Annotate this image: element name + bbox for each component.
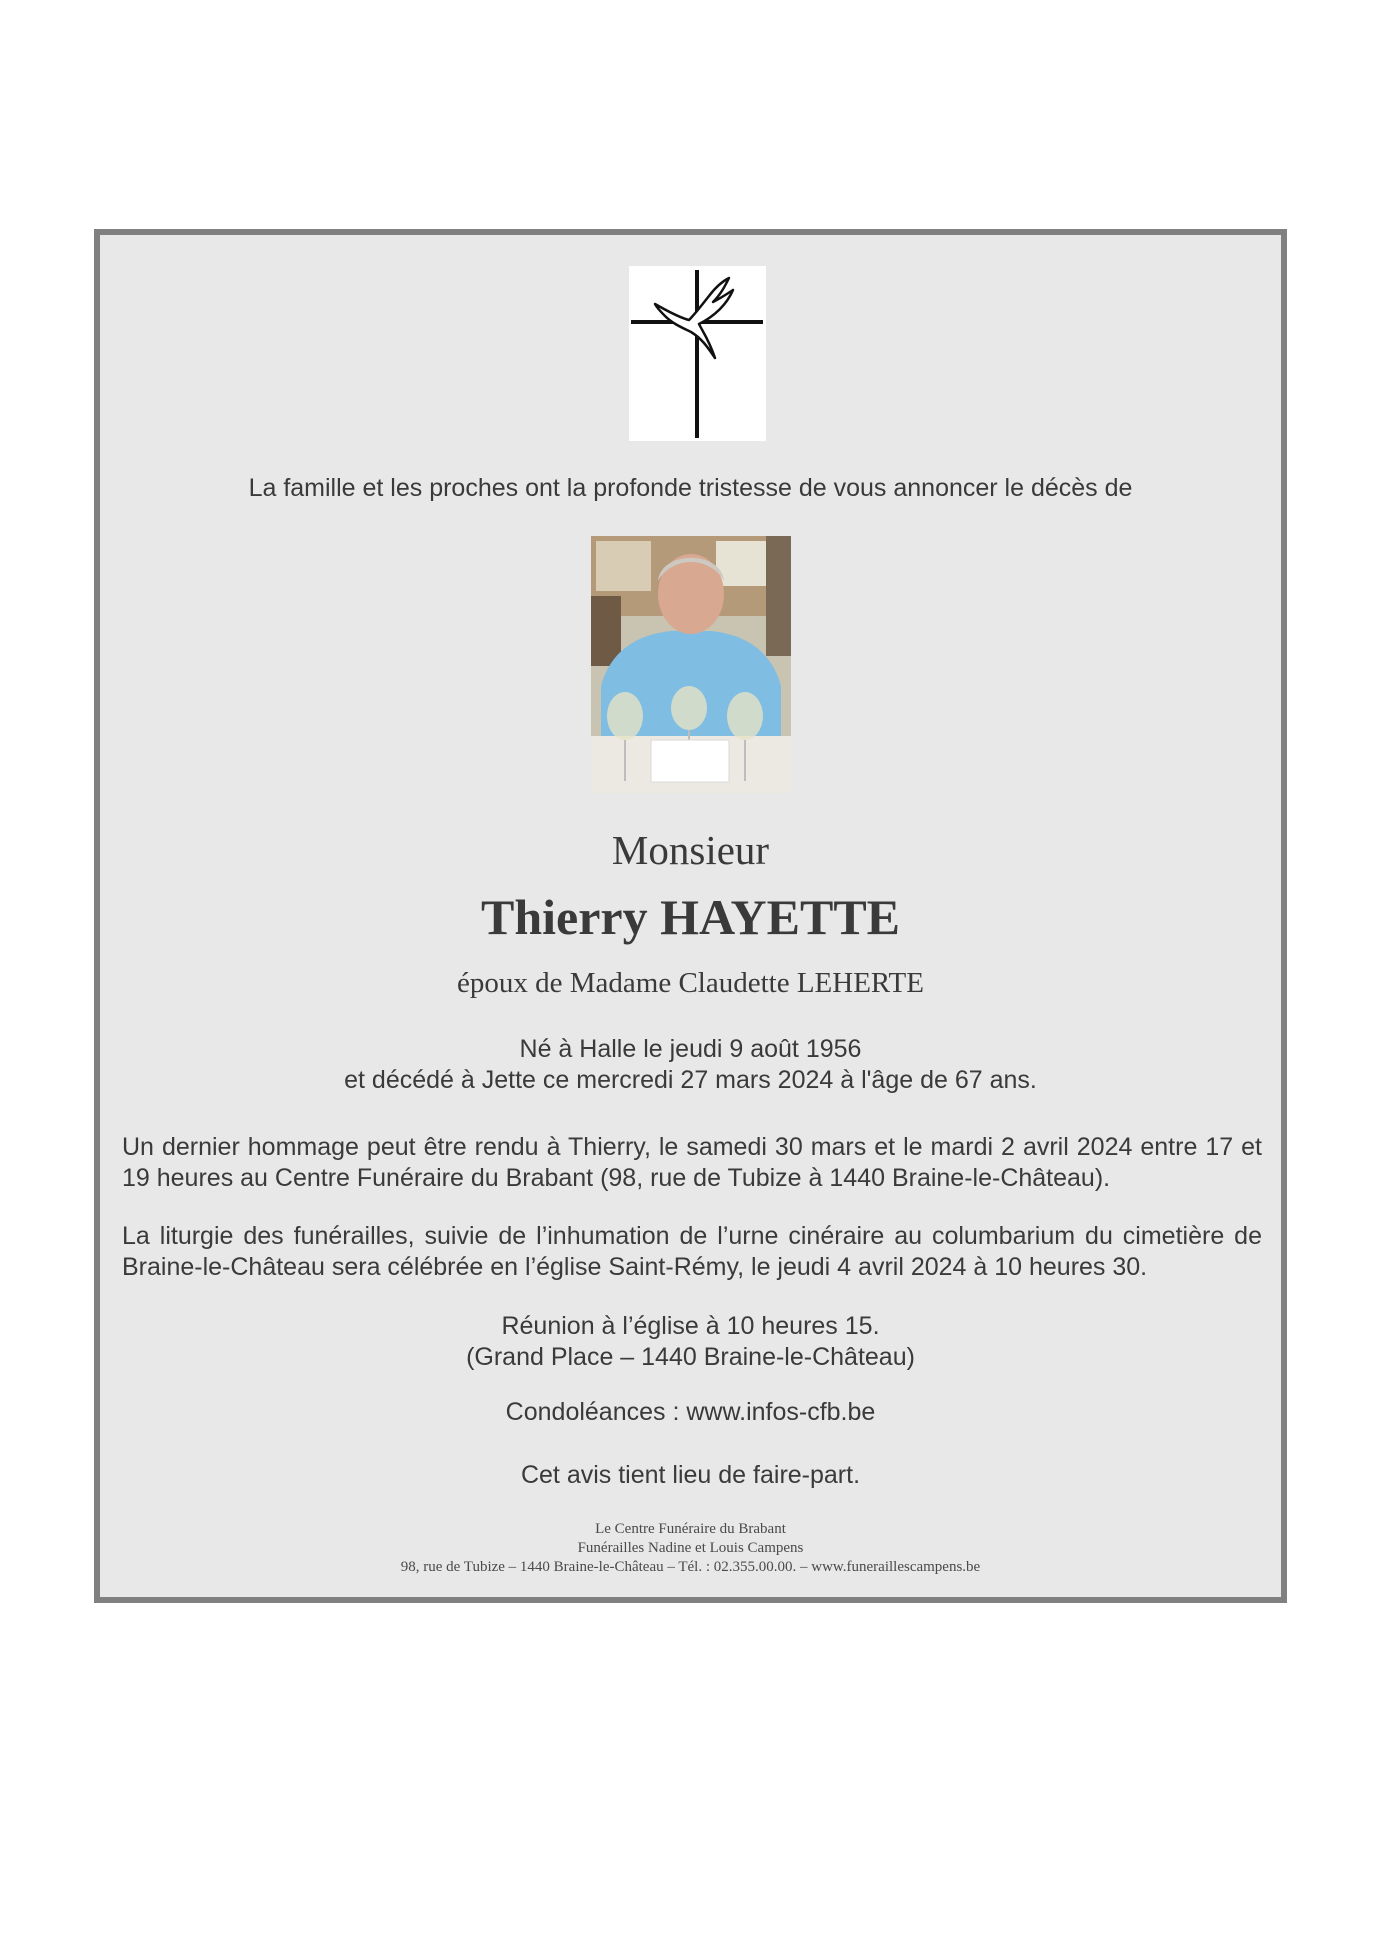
symbol-frame <box>629 266 766 441</box>
liturgie-paragraph: La liturgie des funérailles, suivie de l’inhumation de l’urne cinéraire au columbarium du cimetière de Braine-le-Château sera célébrée en l’église Saint-Rémy, le jeudi 4 avril 2024 à 10 heures 30. <box>122 1222 1262 1281</box>
birth-death-info <box>100 1034 1281 1096</box>
spouse-line: époux de Madame Claudette LEHERTE <box>457 967 924 999</box>
footer-line-2: Funérailles Nadine et Louis Campens <box>577 1540 804 1556</box>
cross-with-dove-icon <box>629 266 766 441</box>
intro-text: La famille et les proches ont la profonde tristesse de vous annoncer le décès de <box>248 474 1133 502</box>
reunion-line: Réunion à l’église à 10 heures 15. <box>501 1312 880 1340</box>
reunion-info <box>100 1311 1281 1373</box>
funeral-home-footer <box>100 1520 1281 1577</box>
deceased-name: Thierry HAYETTE <box>480 889 901 945</box>
condoleances-line: Condoléances : www.infos-cfb.be <box>505 1398 876 1426</box>
portrait-photo <box>591 536 791 793</box>
footer-line-3: 98, rue de Tubize – 1440 Braine-le-Château – Tél. : 02.355.00.00. – www.funeraillescampens.be <box>400 1559 981 1575</box>
footer-line-1: Le Centre Funéraire du Brabant <box>595 1521 786 1537</box>
faire-part-line: Cet avis tient lieu de faire-part. <box>520 1461 861 1489</box>
hommage-paragraph: Un dernier hommage peut être rendu à Thierry, le samedi 30 mars et le mardi 2 avril 2024 entre 17 et 19 heures au Centre Funéraire du Brabant (98, rue de Tubize à 1440 Braine-le-Château). <box>122 1133 1262 1192</box>
honorific-title: Monsieur <box>611 827 770 873</box>
reunion-address: (Grand Place – 1440 Braine-le-Château) <box>466 1343 915 1371</box>
death-notice-card <box>94 229 1287 1603</box>
birth-line: Né à Halle le jeudi 9 août 1956 <box>519 1035 862 1063</box>
death-line: et décédé à Jette ce mercredi 27 mars 2024 à l'âge de 67 ans. <box>344 1066 1037 1094</box>
